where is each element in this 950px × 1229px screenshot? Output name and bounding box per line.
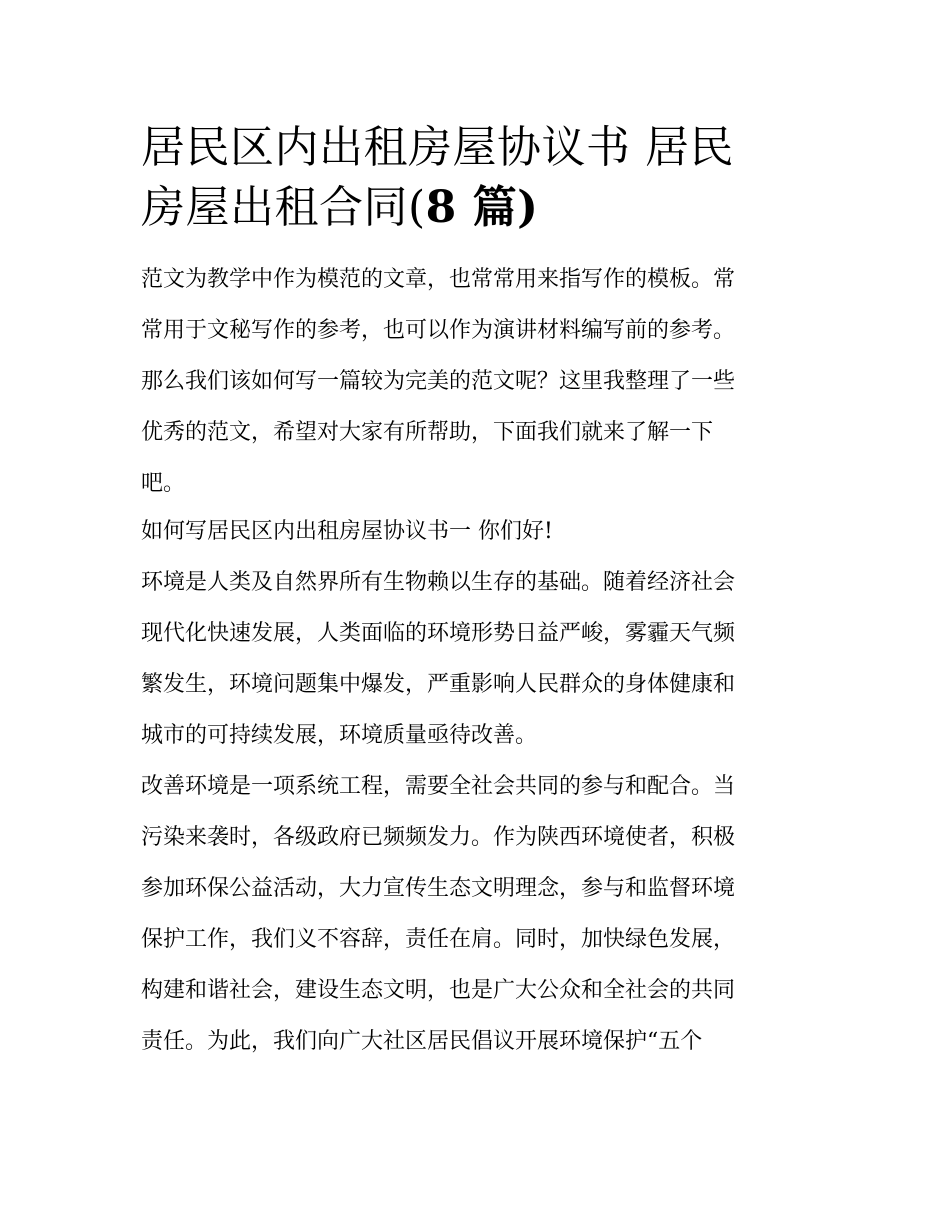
environment-paragraph xyxy=(141,557,815,761)
text-line: 繁发生，环境问题集中爆发，严重影响人民群众的身体健康和 xyxy=(141,672,736,697)
text-line: 构建和谐社会，建设生态文明，也是广大公众和全社会的共同 xyxy=(141,978,736,1003)
section-heading-paragraph xyxy=(141,509,815,555)
title-line-2 xyxy=(141,178,815,238)
title-line-2-count: 8 篇) xyxy=(425,182,539,233)
text-line: 改善环境是一项系统工程，需要全社会共同的参与和配合。当 xyxy=(141,774,736,799)
text-line: 参加环保公益活动，大力宣传生态文明理念，参与和监督环境 xyxy=(141,876,736,901)
intro-paragraph xyxy=(141,254,815,509)
text-line: 污染来袭时，各级政府已频频发力。作为陕西环境使者，积极 xyxy=(141,825,736,850)
title-line-1: 居民区内出租房屋协议书 居民 xyxy=(141,122,734,173)
improvement-paragraph xyxy=(141,761,815,1067)
text-line: 责任。为此，我们向广大社区居民倡议开展环境保护“五个 xyxy=(141,1029,703,1054)
text-line: 范文为教学中作为模范的文章，也常常用来指写作的模板。常 xyxy=(141,267,736,292)
title-line-2-prefix: 房屋出租合同( xyxy=(141,182,426,233)
text-line: 那么我们该如何写一篇较为完美的范文呢？这里我整理了一些 xyxy=(141,369,736,394)
text-line: 保护工作，我们义不容辞，责任在肩。同时，加快绿色发展， xyxy=(141,927,736,952)
text-line: 如何写居民区内出租房屋协议书一 你们好! xyxy=(141,519,553,544)
text-line: 城市的可持续发展，环境质量亟待改善。 xyxy=(141,723,538,748)
document-title xyxy=(141,118,815,238)
text-line: 现代化快速发展，人类面临的环境形势日益严峻，雾霾天气频 xyxy=(141,621,736,646)
document-body xyxy=(141,254,815,1067)
text-line: 常用于文秘写作的参考，也可以作为演讲材料编写前的参考。 xyxy=(141,318,736,343)
text-line: 吧。 xyxy=(141,471,186,496)
document-page xyxy=(141,118,815,1067)
text-line: 优秀的范文，希望对大家有所帮助，下面我们就来了解一下 xyxy=(141,420,714,445)
text-line: 环境是人类及自然界所有生物赖以生存的基础。随着经济社会 xyxy=(141,570,736,595)
